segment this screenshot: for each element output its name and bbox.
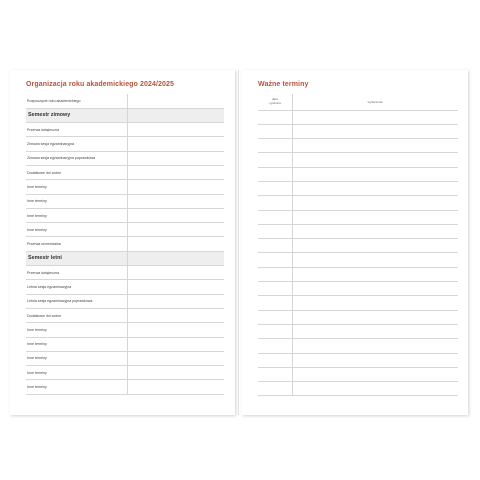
table-row: [26, 194, 224, 208]
row-label: Zimowa sesja egzaminacyjna poprawkowa: [26, 151, 127, 165]
table-row: [258, 181, 458, 195]
date-cell[interactable]: [258, 239, 292, 253]
column-header-date-line1: data: [271, 97, 278, 102]
table-row: [258, 382, 458, 396]
row-value-field[interactable]: [127, 194, 224, 208]
event-cell[interactable]: [292, 339, 458, 353]
date-cell[interactable]: [258, 196, 292, 210]
column-header-event: wydarzenie: [292, 94, 458, 110]
table-row: [26, 165, 224, 179]
table-row: [258, 253, 458, 267]
row-label: Inne terminy: [26, 180, 127, 194]
row-value-field[interactable]: [127, 165, 224, 179]
row-value-field[interactable]: [127, 237, 224, 251]
section-row: [26, 251, 224, 265]
event-cell[interactable]: [292, 267, 458, 281]
date-cell[interactable]: [258, 296, 292, 310]
event-cell[interactable]: [292, 324, 458, 338]
date-cell[interactable]: [258, 110, 292, 124]
table-row: [26, 351, 224, 365]
date-cell[interactable]: [258, 382, 292, 396]
event-cell[interactable]: [292, 196, 458, 210]
row-label: Dodatkowe dni wolne: [26, 165, 127, 179]
row-value-field[interactable]: [127, 294, 224, 308]
table-row: [258, 210, 458, 224]
date-cell[interactable]: [258, 339, 292, 353]
spine-divider: [238, 70, 239, 415]
table-row: [26, 208, 224, 222]
event-cell[interactable]: [292, 181, 458, 195]
page-title-left: Organizacja roku akademickiego 2024/2025: [26, 81, 174, 88]
row-label: Przerwa semestralna: [26, 237, 127, 251]
row-label: Zimowa sesja egzaminacyjna: [26, 137, 127, 151]
table-row: [26, 137, 224, 151]
table-row: [258, 367, 458, 381]
date-cell[interactable]: [258, 124, 292, 138]
table-row: [26, 237, 224, 251]
row-label: Letnia sesja egzaminacyjna poprawkowa: [26, 294, 127, 308]
table-row: [258, 239, 458, 253]
event-cell[interactable]: [292, 239, 458, 253]
event-cell[interactable]: [292, 296, 458, 310]
row-value-field[interactable]: [127, 308, 224, 322]
event-cell[interactable]: [292, 310, 458, 324]
table-row: [26, 323, 224, 337]
table-row: [258, 310, 458, 324]
row-value-field[interactable]: [127, 351, 224, 365]
section-row: [26, 108, 224, 122]
date-cell[interactable]: [258, 267, 292, 281]
row-label: Przerwa świąteczna: [26, 266, 127, 280]
row-value-field[interactable]: [127, 280, 224, 294]
date-cell[interactable]: [258, 167, 292, 181]
row-value-field[interactable]: [127, 108, 224, 122]
table-row: [26, 180, 224, 194]
row-value-field[interactable]: [127, 208, 224, 222]
table-row: [258, 296, 458, 310]
date-cell[interactable]: [258, 324, 292, 338]
row-label: Dodatkowe dni wolne: [26, 308, 127, 322]
table-row: [26, 123, 224, 137]
row-value-field[interactable]: [127, 223, 224, 237]
date-cell[interactable]: [258, 253, 292, 267]
row-value-field[interactable]: [127, 151, 224, 165]
table-row: [258, 282, 458, 296]
table-row: [26, 380, 224, 394]
column-header-date: [258, 94, 292, 110]
academic-year-table: [26, 94, 224, 395]
event-cell[interactable]: [292, 124, 458, 138]
table-row: [26, 266, 224, 280]
event-cell[interactable]: [292, 224, 458, 238]
table-row: [258, 196, 458, 210]
event-cell[interactable]: [292, 353, 458, 367]
date-cell[interactable]: [258, 153, 292, 167]
date-cell[interactable]: [258, 353, 292, 367]
table-row: [258, 110, 458, 124]
table-row: [258, 324, 458, 338]
row-label: Inne terminy: [26, 194, 127, 208]
event-cell[interactable]: [292, 382, 458, 396]
row-label: Letnia sesja egzaminacyjna: [26, 280, 127, 294]
table-row: [26, 223, 224, 237]
page-title-right: Ważne terminy: [258, 81, 309, 88]
event-cell[interactable]: [292, 282, 458, 296]
row-label: Inne terminy: [26, 380, 127, 394]
table-row: [258, 124, 458, 138]
column-header-date-line2: / godzina: [268, 100, 281, 105]
row-value-field[interactable]: [127, 137, 224, 151]
table-row: [258, 353, 458, 367]
table-header-row: [258, 94, 458, 110]
row-value-field[interactable]: [127, 180, 224, 194]
row-label: Rozpoczęcie roku akademickiego: [26, 94, 127, 108]
row-value-field[interactable]: [127, 123, 224, 137]
table-row: [26, 280, 224, 294]
event-cell[interactable]: [292, 153, 458, 167]
event-cell[interactable]: [292, 167, 458, 181]
row-label: Inne terminy: [26, 366, 127, 380]
table-row: [26, 337, 224, 351]
table-row: [26, 308, 224, 322]
event-cell[interactable]: [292, 367, 458, 381]
left-page: [10, 70, 235, 415]
date-cell[interactable]: [258, 224, 292, 238]
row-label: Inne terminy: [26, 337, 127, 351]
event-cell[interactable]: [292, 253, 458, 267]
table-row: [258, 167, 458, 181]
important-dates-table: [258, 94, 458, 396]
row-value-field[interactable]: [127, 337, 224, 351]
table-row: [258, 139, 458, 153]
event-cell[interactable]: [292, 139, 458, 153]
table-row: [258, 224, 458, 238]
date-cell[interactable]: [258, 139, 292, 153]
table-row: [258, 153, 458, 167]
event-cell[interactable]: [292, 110, 458, 124]
row-value-field[interactable]: [127, 380, 224, 394]
row-label: Przerwa świąteczna: [26, 123, 127, 137]
row-label: Inne terminy: [26, 323, 127, 337]
row-label: Inne terminy: [26, 351, 127, 365]
table-row: [26, 94, 224, 108]
row-value-field[interactable]: [127, 94, 224, 108]
date-cell[interactable]: [258, 210, 292, 224]
row-value-field[interactable]: [127, 251, 224, 265]
table-row: [258, 267, 458, 281]
date-cell[interactable]: [258, 282, 292, 296]
table-row: [26, 294, 224, 308]
row-value-field[interactable]: [127, 366, 224, 380]
section-label: Semestr zimowy: [26, 108, 127, 122]
row-value-field[interactable]: [127, 266, 224, 280]
date-cell[interactable]: [258, 310, 292, 324]
section-label: Semestr letni: [26, 251, 127, 265]
table-row: [26, 366, 224, 380]
date-cell[interactable]: [258, 181, 292, 195]
date-cell[interactable]: [258, 367, 292, 381]
table-row: [26, 151, 224, 165]
row-label: Inne terminy: [26, 223, 127, 237]
row-value-field[interactable]: [127, 323, 224, 337]
event-cell[interactable]: [292, 210, 458, 224]
right-page: [242, 70, 468, 415]
row-label: Inne terminy: [26, 208, 127, 222]
table-row: [258, 339, 458, 353]
